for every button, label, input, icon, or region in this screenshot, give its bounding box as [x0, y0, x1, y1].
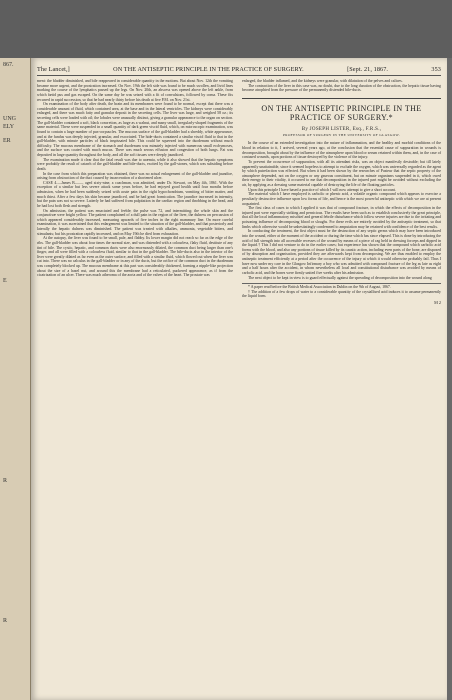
facing-page-edge: [0, 58, 31, 700]
article-title-block: [242, 98, 441, 138]
author-byline: By JOSEPH LISTER, Esq., F.R.S.,: [301, 126, 382, 132]
body-paragraph: On admission, the patient was emaciated and feeble; the pulse was 72, and intermitting; the whole skin and the conjunctivæ were bright yellow. The patient complained of a dull pain in the region of the liver, the dulness on percussion of which appeared considerably increased, measuring upwards of five inches in the right mammary line. On more careful examination, it was ascertained that this enlargement was limited to the situation of the gall-bladder, and that posteriorly and laterally the hepatic dulness was diminished. The patient was treated with alkalies, ammonia, vegetable bitters, and stimulants; but his prostration rapidly increased, and on May 19th he died from exhaustion.: [37, 208, 233, 236]
body-paragraph: enlarged, the bladder inflamed, and the kidneys were granular, with dilatation of the pelves and calices.: [242, 79, 403, 83]
signature-mark: M 2: [434, 300, 441, 305]
article-title-line-2: PRACTICE OF SURGERY.*: [289, 113, 394, 123]
body-paragraph: The examination made it clear that the fatal result was due to uræmia, while it also showed that the hepatic symptoms were probably the result of catarrh of the gall-bladder and bile-ducts, excited by the gall-stones, which was subsiding before death.: [37, 157, 233, 171]
issue-date: [Sept. 21, 1867.: [347, 66, 389, 73]
footnote: * A paper read before the British Medical Association in Dublin on the 9th of August, 1867.: [248, 285, 391, 290]
journal-name: The Lancet,]: [37, 66, 70, 73]
facing-page-fragment: 867.: [3, 62, 14, 68]
journal-page: [31, 58, 447, 700]
page-number: 353: [431, 66, 441, 73]
left-column: [37, 79, 233, 278]
article-paragraph: The material which I have employed is carbolic or phenic acid, a volatile organic compound which appears to exercise a peculiarly destructive influence upon low forms of life, and hence is the most powerful antiseptic with which we are at present acquainted.: [242, 192, 441, 206]
article-paragraph: In the course of an extended investigation into the nature of inflammation, and the healthy and morbid conditions of the blood in relation to it, I arrived, several years ago, at the conclusion that the essential cause of suppuration in wounds is decomposition, brought about by the influence of the atmosphere upon blood or serum retained within them, and, in the case of contused wounds, upon portions of tissue destroyed by the violence of the injury.: [242, 141, 441, 160]
article-paragraph: The first class of cases to which I applied it was that of compound fracture, in which the effects of decomposition in the injured part were especially striking and pernicious. The results have been such as to establish conclusively the great principle, that all the local inflammatory mischief and general febrile disturbance which follow severe injuries are due to the irritating and poisoning influence of decomposing blood or sloughs. For these evils are entirely avoided by the antiseptic treatment, so that limbs which otherwise would be unhesitatingly condemned to amputation may be retained with confidence of the best results.: [242, 206, 441, 229]
facing-page-fragment: E: [3, 278, 7, 284]
body-paragraph: On examination of the body after death, the brain and its membranes were found to be normal, except that there was a considerable amount of fluid, which contained urea, at the base and in the lateral ventricles. The kidneys were considerably enlarged, and there was much fatty and granular deposit in the secreting cells. The liver was large, and weighed 58 oz.; its secreting cells were loaded with oil; the lobules were unusually distinct, giving a granular appearance to the organ on section. The gall-bladder contained a soft, black concretion, as large as a walnut, and many small, irregularly-shaped fragments of the same material. These were suspended in a small quantity of dark green viscid fluid, which, on microscopic examination, was found to contain a large number of pus-corpuscles. The mucous surface of the gall-bladder had a shreddy, white appearance, and at the fundus was deeply injected, granular, and excoriated. The hide-ducts contained a similar viscid fluid to that in the gall-bladder, with minute particles of black inspissated bile. This could be squeezed into the duodenum without much difficulty. The mucous membrane of the stomach and duodenum was minutely injected with numerous small ecchymoses, and the surface was coated with much mucus. There was much serous effusion and congestion of both lungs. Fat was deposited in large quantity throughout the body, and all the soft tissues were deeply jaundiced.: [37, 102, 233, 157]
body-paragraph: In the case from which this preparation was obtained, there was no actual enlargement of the gall-bladder and jaundice, arising from obstruction of the duct caused by incarceration of a shortened ulcer.: [37, 171, 233, 181]
article-paragraph: In conducting the treatment, the first object must be the destruction of any septic germs which may have been introduced into the wound, either at the moment of the accident or during the time which has since elapsed. This is done by introducing the acid of full strength into all accessible recesses of the wound by means of a piece of rag held in dressing forceps and dipped in the liquid.† This I did not venture to do in the earlier cases; but experience has shown that the compound which carbolic acid forms with the blood, and also any portions of tissue killed by its caustic action, including even parts of the bone, are disposed of by absorption and organisation, provided they are afterwards kept from decomposing. We are thus enabled to employ the antiseptic treatment efficiently at a period after the occurrence of the injury at which it would otherwise probably fail. Thus I have now under my care in the Glasgow Infirmary a boy who was admitted with compound fracture of the leg as late as eight and a half hours after the accident, in whom nevertheless all local and constitutional disturbance was avoided by means of carbolic acid, and the bones were firmly united five weeks after his admission.: [242, 229, 441, 275]
scan-background: [0, 0, 452, 58]
facing-page-fragment: UNG: [3, 116, 16, 122]
running-title: ON THE ANTISEPTIC PRINCIPLE IN THE PRACTICE OF SURGERY.: [113, 66, 304, 73]
article-title: ON THE ANTISEPTIC PRINCIPLE IN THE: [261, 103, 422, 113]
article-paragraph: The next object to be kept in view is to guard effectually against the spreading of decomposition into the wound along: [248, 275, 432, 280]
facing-page-fragment: R: [3, 618, 8, 624]
running-header: [37, 66, 441, 76]
right-column: [242, 79, 441, 306]
article-paragraph: Upon this principle I have based a practice of which I will now attempt to give a short account.: [248, 187, 396, 192]
article-paragraph: To prevent the occurrence of suppuration, with all its attendant risks, was an object manifestly desirable; but till lately apparently unattainable, since it seemed hopeless to attempt to exclude the oxygen, which was universally regarded as the agent by which putrefaction was effected. But when it had been shown by the researches of Pasteur that the septic property of the atmosphere depended, not on the oxygen or any gaseous constituent, but on minute organisms suspended in it, which owed their energy to their vitality, it occurred to me that decomposition in the injured part might be avoided without excluding the air, by applying as a dressing some material capable of destroying the life of the floating particles.: [242, 159, 442, 187]
facing-page-fragment: R: [3, 478, 8, 484]
body-paragraph: At the autopsy, the liver was found to be small, pale, and flabby. Its lower margin did not reach so far as the edge of the ribs. The gall-bladder was about four times the normal size, and was distended with a colourless, flaky fluid, destitute of any tint of bile. The cystic, hepatic, and common ducts were also enormously dilated, the common duct being larger than one's finger, and all were filled with a colourless fluid, similar to that in the gall-bladder. The bile-ducts also in the interior of the liver were greatly dilated as far even as the outer surface, and filled with a similar fluid, which flowed out when the liver was cut into. There was no calculus in the gall-bladder or in any of the ducts, but the orifice of the common duct in the duodenum was completely blocked up. The mucous membrane at this part was considerably thickened, forming a nipple-like projection about the size of a hazel nut, and around this the membrane had a reticulated, puckered appearance, as if from the cicatrization of an ulcer. There was much atheroma of the aorta and of the valves of the heart. The prostate was: [37, 236, 233, 278]
facing-page-fragment: ELY: [3, 124, 15, 130]
footnote: † The addition of a few drops of water to a considerable quantity of the crystallised acid induces it to assume permanently the liquid form.: [242, 289, 441, 299]
facing-page-fragment: ER: [3, 138, 11, 144]
author-affiliation: PROFESSOR OF SURGERY IN THE UNIVERSITY OF GLASGOW.: [283, 132, 400, 137]
body-paragraph: The contraction of the liver in this case was, no doubt, due to the long duration of the obstruction, the hepatic tissue having become atrophied from the pressure of the permanently distended bile-ducts.: [242, 83, 441, 93]
body-paragraph: CASE 4.—James B——, aged sixty-nine, a coachman, was admitted, under Dr. Stewart, on May 4th, 1861. With the exception of a similar but less severe attack some years before, he had enjoyed good health until four months before admission, when he had been suddenly seized with acute pain in the right hypochondrium, vomiting of bitter matter, and much thirst. After a few days his skin became jaundiced, and he had great formication. The jaundice increased in intensity, but the pain was not so severe. Latterly he had suffered from palpitation in the cardiac region and throbbing in the head, and he had lost both flesh and strength.: [37, 180, 233, 208]
footnotes: [242, 283, 441, 299]
body-paragraph: ment: the bladder diminished, and bile reappeared in considerable quantity in the motions. But about Nov. 12th the vomiting became more urgent, and the prostration increased. On Nov. 19th the left side was found to be much swollen, and livid lines marking the course of the lymphatics passed up the legs. On Nov. 20th, an abscess was opened above the left ankle, from which fœtid pus and gas escaped. On the same day he was seized with a fit of convulsions, followed by coma. These fits recurred in rapid succession, so that he had nearly thirty before his death at five P.M. on Nov. 21st.: [37, 79, 233, 102]
